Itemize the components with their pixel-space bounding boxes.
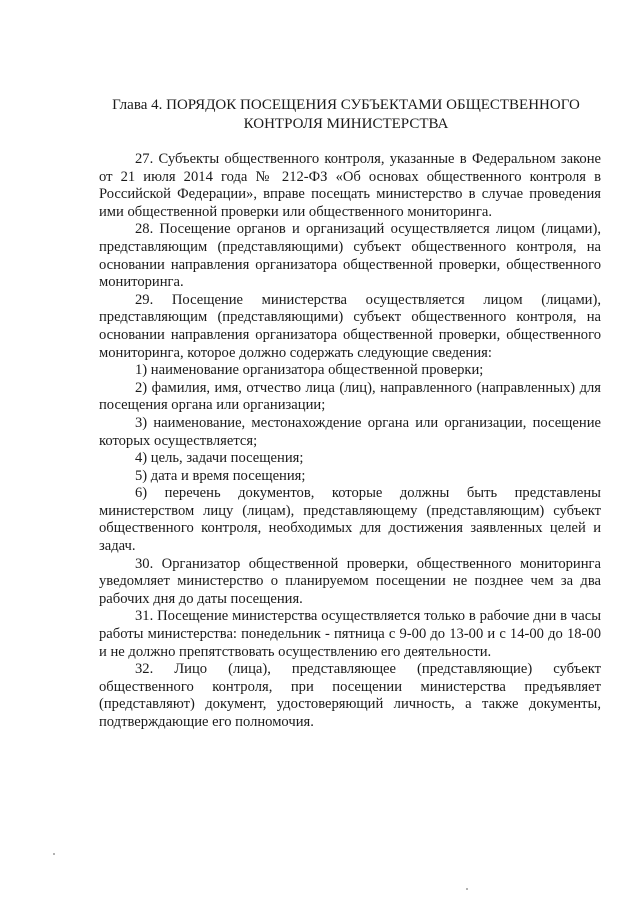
chapter-heading	[96, 96, 596, 134]
chapter-heading-line-1: Глава 4. ПОРЯДОК ПОСЕЩЕНИЯ СУБЪЕКТАМИ ОБЩЕСТВЕННОГО	[112, 97, 580, 113]
list-item-4: 4) цель, задачи посещения;	[135, 450, 304, 467]
scan-speck	[466, 888, 468, 890]
list-item-6: 6) перечень документов, которые должны быть представлены министерством лицу (лицам), представляющему (представляющим) субъект общественного контроля, необходимых для достижения заявленных целей и задач.	[99, 485, 601, 555]
list-item-1: 1) наименование организатора общественной проверки;	[135, 362, 484, 379]
paragraph-31: 31. Посещение министерства осуществляется только в рабочие дни в часы работы министерства: понедельник - пятница с 9-00 до 13-00 и с 14-00 до 18-00 и не должно препятствовать осуществлению его деятельности.	[99, 608, 601, 660]
list-item-2: 2) фамилия, имя, отчество лица (лиц), направленного (направленных) для посещения органа или организации;	[99, 379, 601, 414]
scan-speck	[53, 853, 55, 855]
list-item-3: 3) наименование, местонахождение органа или организации, посещение которых осуществляется;	[99, 414, 601, 449]
list-item-5: 5) дата и время посещения;	[135, 467, 306, 484]
paragraph-29: 29. Посещение министерства осуществляется лицом (лицами), представляющим (представляющими) субъект общественного контроля, на основании направления организатора общественной проверки, общественного мониторинга, которое должно содержать следующие сведения:	[99, 291, 601, 361]
document-body	[99, 151, 601, 732]
paragraph-28: 28. Посещение органов и организаций осуществляется лицом (лицами), представляющим (представляющими) субъект общественного контроля, на основании направления организатора общественной проверки, общественного мониторинга.	[99, 221, 601, 291]
paragraph-32: 32. Лицо (лица), представляющее (представляющие) субъект общественного контроля, при посещении министерства предъявляет (представляют) документ, удостоверяющий личность, а также документы, подтверждающие его полномочия.	[99, 661, 601, 730]
paragraph-30: 30. Организатор общественной проверки, общественного мониторинга уведомляет министерство о планируемом посещении не позднее чем за два рабочих дня до даты посещения.	[99, 555, 601, 607]
chapter-heading-line-2: КОНТРОЛЯ МИНИСТЕРСТВА	[243, 116, 449, 132]
paragraph-27: 27. Субъекты общественного контроля, указанные в Федеральном законе от 21 июля 2014 года № 212-ФЗ «Об основах общественного контроля в Российской Федерации», вправе посещать министерство в случае проведения ими общественной проверки или общественного мониторинга.	[99, 151, 601, 220]
